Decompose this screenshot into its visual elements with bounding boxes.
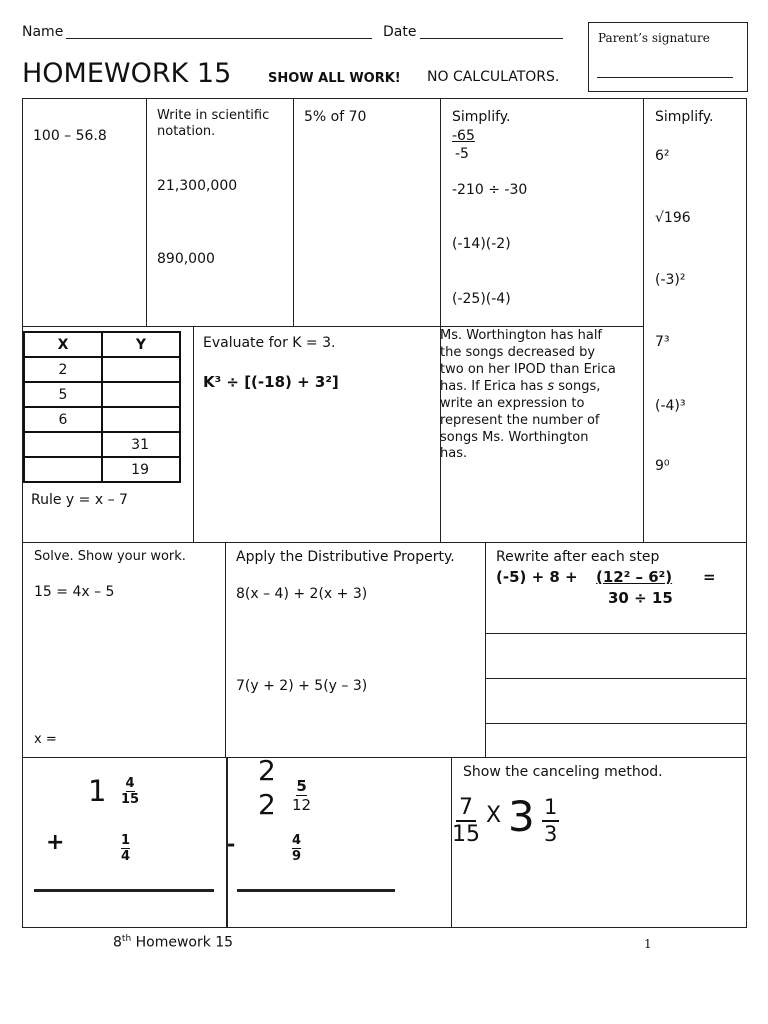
power-item: 7³ <box>655 334 670 350</box>
solve-answer-label: x = <box>34 732 57 747</box>
simplify-fraction-numerator: -65 <box>452 128 475 144</box>
name-blank[interactable] <box>66 38 372 39</box>
power-item: √196 <box>655 210 691 226</box>
simplify-division: -210 ÷ -30 <box>452 182 528 198</box>
date-blank[interactable] <box>420 38 563 39</box>
subtract-whole: 2 <box>258 788 276 821</box>
page-title: HOMEWORK 15 <box>22 58 232 89</box>
table-cell-x[interactable] <box>24 457 102 482</box>
power-item: (-3)² <box>655 272 686 288</box>
evaluate-instruction: Evaluate for K = 3. <box>203 335 336 351</box>
date-label: Date <box>383 24 417 40</box>
no-calculators: NO CALCULATORS. <box>427 69 560 85</box>
evaluate-expression: K³ ÷ [(-18) + 3²] <box>203 373 339 391</box>
power-item: 9⁰ <box>655 458 670 474</box>
scientific-problem-a: 21,300,000 <box>157 178 238 194</box>
simplify-fraction-denominator: -5 <box>455 146 469 162</box>
parent-signature-label: Parent’s signature <box>598 31 710 45</box>
table-header-y: Y <box>102 332 180 357</box>
plus-sign: + <box>46 830 65 855</box>
name-label: Name <box>22 24 64 40</box>
table-row <box>24 382 180 407</box>
rewrite-numerator: (12² – 6²) <box>596 568 673 586</box>
table-header-x: X <box>24 332 102 357</box>
power-item: (-4)³ <box>655 398 686 414</box>
table-row <box>24 407 180 432</box>
solve-equation: 15 = 4x – 5 <box>34 584 115 600</box>
table-cell-x[interactable]: 6 <box>24 407 102 432</box>
scientific-problem-b: 890,000 <box>157 251 215 267</box>
multiply-fraction-1: $\frac{7}{15}$ <box>452 795 480 847</box>
table-row <box>24 432 180 457</box>
footer-label: 8th Homework 15 <box>113 934 234 951</box>
scientific-instruction-1: Write in scientific <box>157 108 270 123</box>
subtract-whole-top: 2 <box>258 754 276 787</box>
parent-signature-line[interactable] <box>597 77 733 78</box>
table-row <box>24 457 180 482</box>
table-row <box>24 357 180 382</box>
table-cell-x[interactable]: 2 <box>24 357 102 382</box>
problem-subtraction: 100 – 56.8 <box>33 128 107 144</box>
distributive-problem-b: 7(y + 2) + 5(y – 3) <box>236 678 368 694</box>
canceling-instruction: Show the canceling method. <box>463 764 663 780</box>
parent-signature-box <box>588 22 748 92</box>
rewrite-denominator: 30 ÷ 15 <box>608 589 673 607</box>
simplify-product-a: (-14)(-2) <box>452 236 511 252</box>
table-cell-y[interactable] <box>102 357 180 382</box>
add-fraction-1: $\frac{4}{15}$ <box>121 776 140 807</box>
rewrite-expression-part1: (-5) + 8 + <box>496 568 578 586</box>
add-whole: 1 <box>88 774 107 808</box>
table-cell-y[interactable] <box>102 382 180 407</box>
subtract-answer-line <box>237 889 395 892</box>
show-all-work: SHOW ALL WORK! <box>268 71 401 86</box>
table-cell-x[interactable]: 5 <box>24 382 102 407</box>
table-rule: Rule y = x – 7 <box>31 492 128 508</box>
subtract-fraction-1: $\frac{5}{12}$ <box>292 777 312 814</box>
times-sign: X <box>486 803 502 828</box>
table-cell-y[interactable]: 19 <box>102 457 180 482</box>
variable-s: s <box>547 379 555 394</box>
minus-sign: - <box>227 832 236 856</box>
add-answer-line <box>34 889 214 892</box>
power-item: 6² <box>655 148 670 164</box>
table-cell-y[interactable] <box>102 407 180 432</box>
multiply-fraction-2: $\frac{1}{3}$ <box>544 795 558 846</box>
distributive-instruction: Apply the Distributive Property. <box>236 549 455 565</box>
simplify-product-b: (-25)(-4) <box>452 291 511 307</box>
table-cell-y[interactable]: 31 <box>102 432 180 457</box>
scientific-instruction-2: notation. <box>157 124 216 139</box>
solve-instruction: Solve. Show your work. <box>34 549 186 564</box>
subtract-fraction-2: $\frac{4}{9}$ <box>292 833 302 864</box>
rewrite-equals: = <box>703 568 716 586</box>
multiply-whole: 3 <box>508 792 535 841</box>
page-number: 1 <box>644 937 652 951</box>
simplify-label-1: Simplify. <box>452 109 511 125</box>
table-cell-x[interactable] <box>24 432 102 457</box>
percent-problem: 5% of 70 <box>304 109 367 125</box>
function-table <box>23 331 181 483</box>
rewrite-instruction: Rewrite after each step <box>496 549 660 565</box>
distributive-problem-a: 8(x – 4) + 2(x + 3) <box>236 586 368 602</box>
add-fraction-2: $\frac{1}{4}$ <box>121 833 131 864</box>
simplify-label-2: Simplify. <box>655 109 714 125</box>
